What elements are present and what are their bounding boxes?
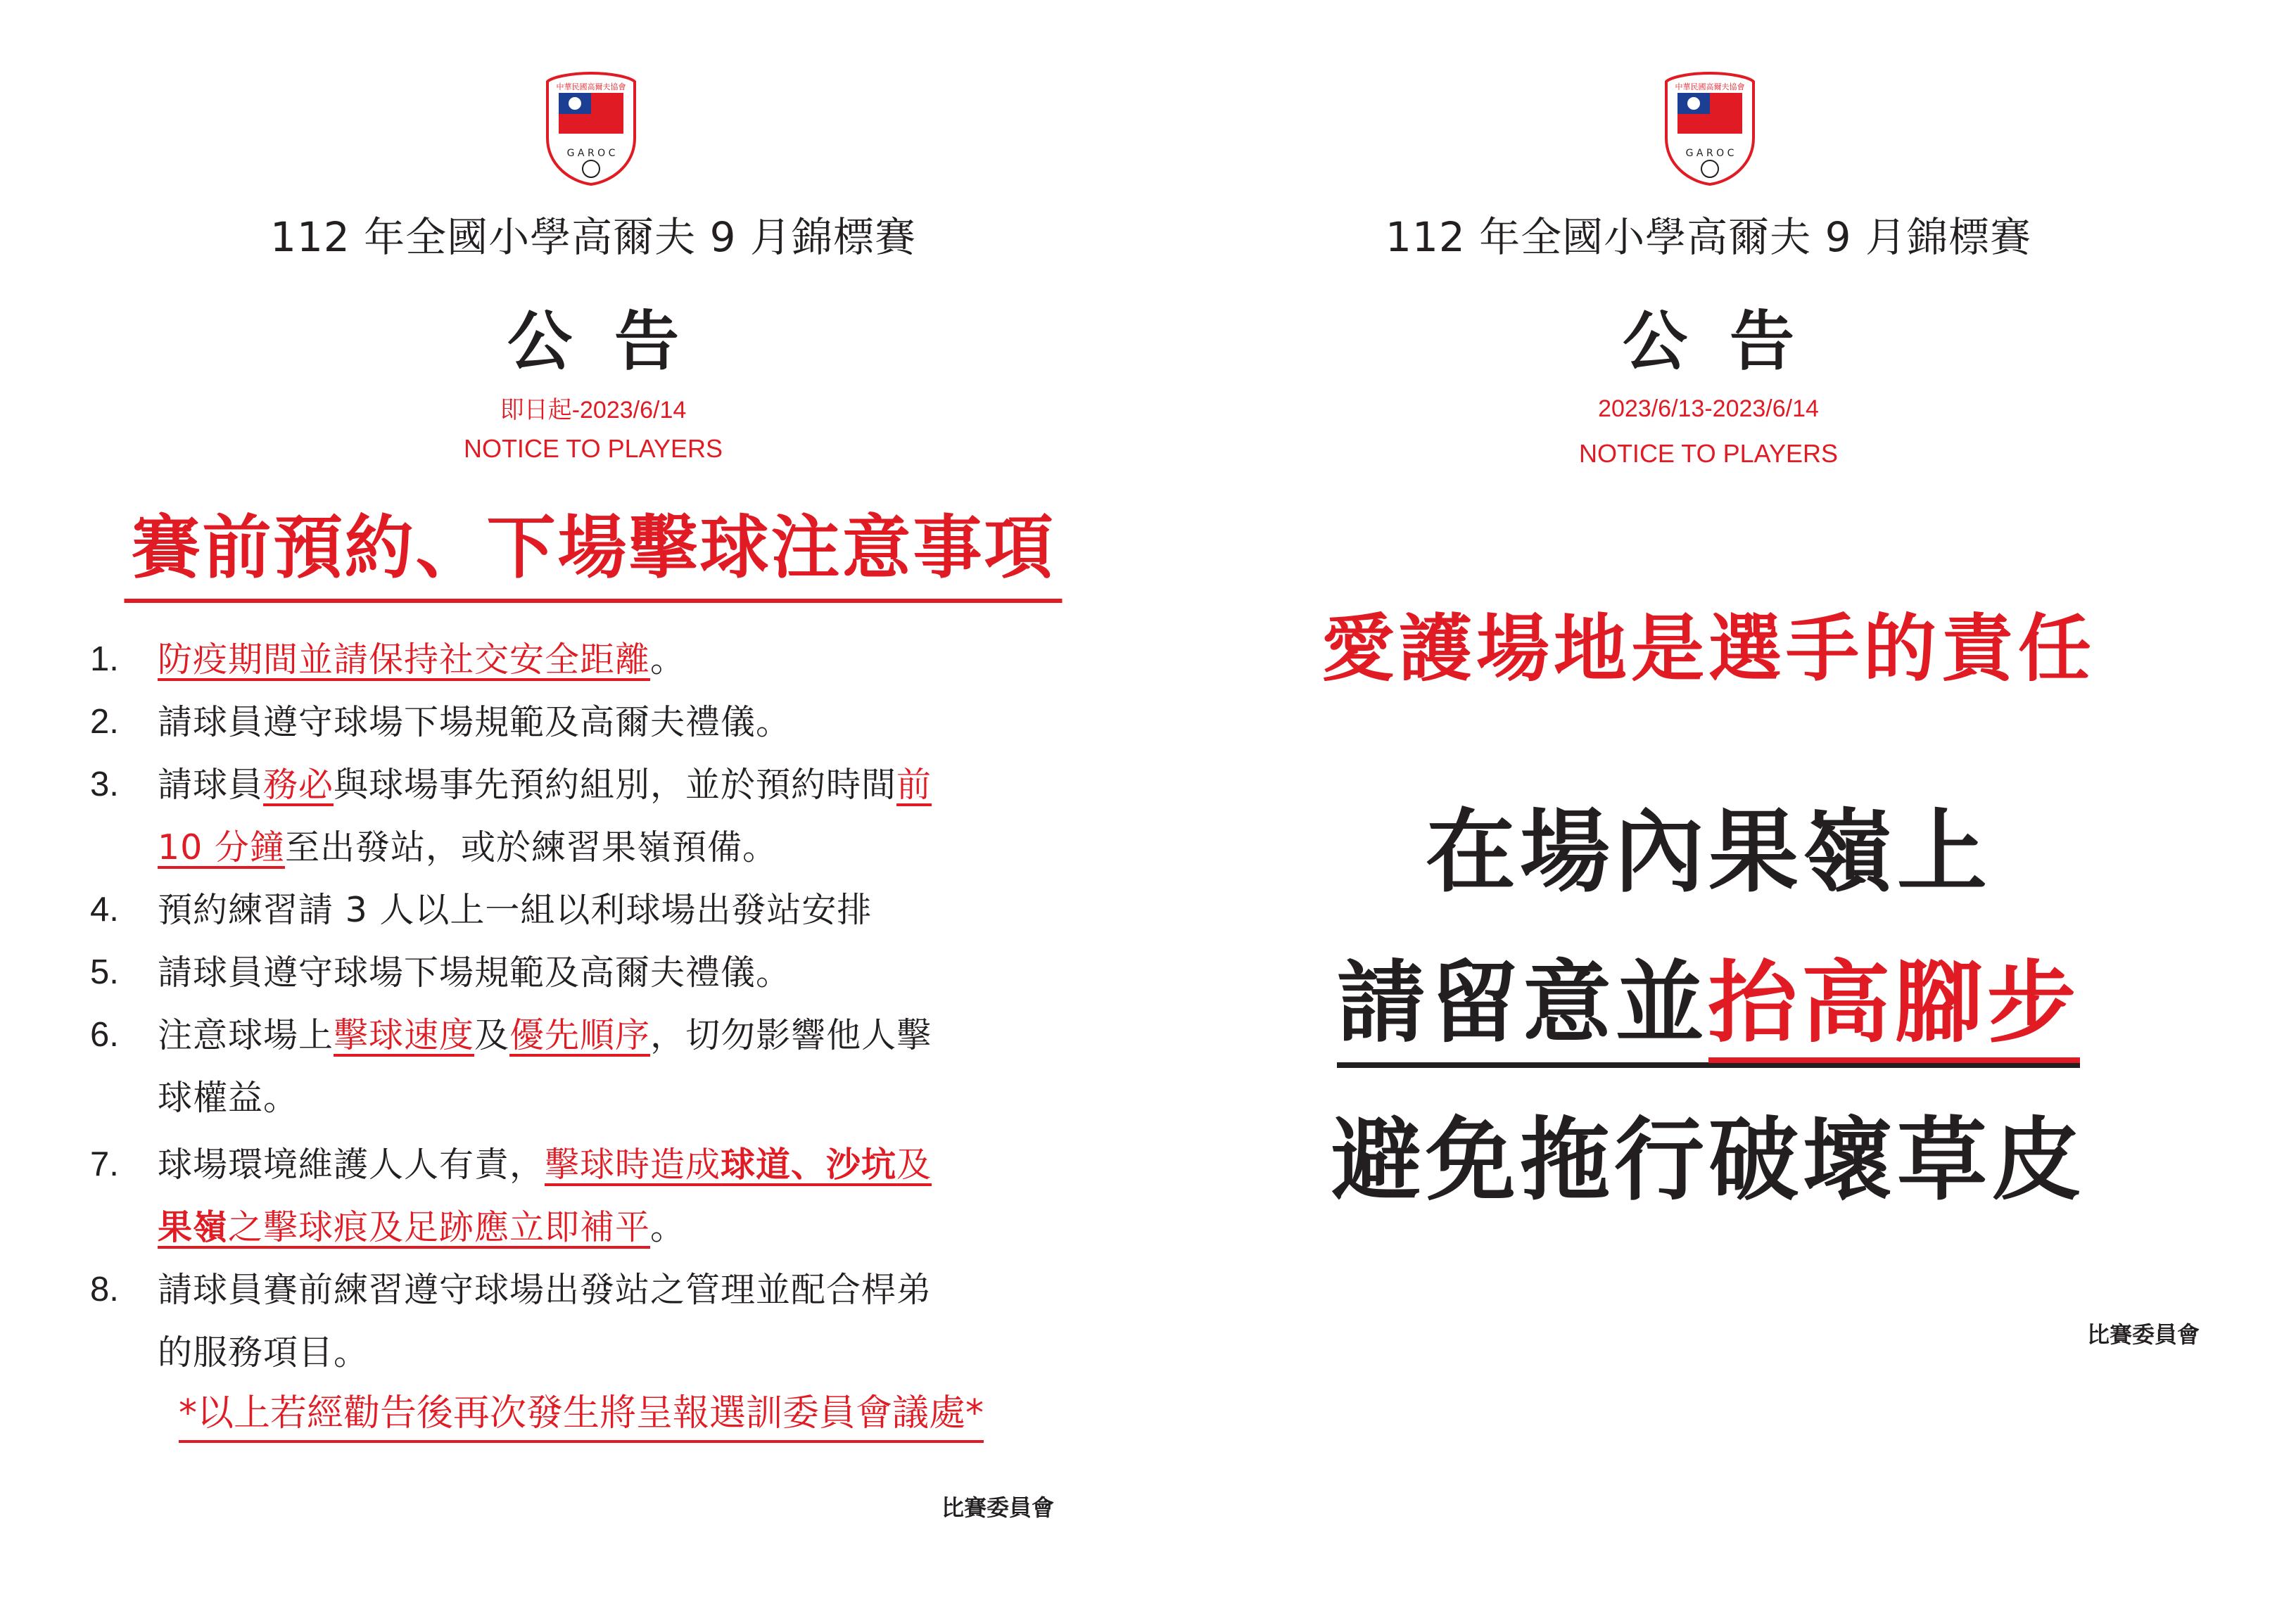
item-text-highlight: 務必 [263,765,334,805]
svg-text:G A R O C: G A R O C [566,148,616,159]
item-number: 2. [90,703,119,741]
item-text: 請球員遵守球場下場規範及高爾夫禮儀。 [158,953,792,993]
garoc-logo-right [1661,70,1759,187]
message-line-3: 避免拖行破壞草皮 [1331,1108,2086,1213]
date-range: 即日起-2023/6/14 [500,397,687,424]
message-line-2 [1337,932,2080,1068]
item-number: 7. [90,1145,119,1183]
item-text: 預約練習請 3 人以上一組以利球場出發站安排 [158,890,873,930]
headline: 賽前預約、下場擊球注意事項 [124,492,1062,603]
item-text: 球場環境維護人人有責， [158,1145,545,1185]
item-text: 至出發站，或於練習果嶺預備。 [284,827,778,867]
item-text-highlight: 防疫期間並請保持社交安全距離 [158,639,651,680]
item-text: 。 [650,639,686,680]
signature: 比賽委員會 [2087,1321,2200,1348]
garoc-logo-left [542,70,640,187]
item-text: 及 [474,1015,510,1055]
signature: 比賽委員會 [941,1494,1055,1521]
item-text-highlight-bold: 球道、沙坑 [721,1145,897,1185]
item-number: 4. [90,891,119,929]
item-text-highlight: 10 分鐘 [158,827,285,867]
svg-text:G A R O C: G A R O C [1685,148,1734,159]
item-text: 請球員賽前練習遵守球場出發站之管理並配合桿弟 [158,1270,932,1310]
item-text-highlight: 擊球時造成 [545,1145,721,1185]
item-text-highlight: 及 [896,1145,932,1185]
warning-note: *以上若經勸告後再次發生將呈報選訓委員會議處* [179,1383,984,1443]
item-text-highlight: 優先順序 [509,1015,651,1055]
message-line-2-red: 抬高腳步 [1708,951,2080,1063]
item-number: 8. [90,1271,119,1309]
headline: 愛護場地是選手的責任 [1321,606,2096,692]
item-text: 注意球場上 [158,1015,334,1055]
notice-heading: 公告 [507,304,722,379]
item-text: 請球員遵守球場下場規範及高爾夫禮儀。 [158,702,792,742]
event-title: 112 年全國小學高爾夫 9 月錦標賽 [270,213,916,261]
item-text: ，切勿影響他人擊 [650,1015,932,1055]
message-line-1: 在場內果嶺上 [1425,800,1992,905]
item-number: 3. [90,765,119,803]
item-text-highlight: 之擊球痕及足跡應立即補平 [228,1207,651,1247]
notice-subtitle: NOTICE TO PLAYERS [463,434,723,463]
item-number: 6. [90,1016,119,1054]
notice-heading: 公告 [1622,304,1837,379]
item-number: 1. [90,640,119,678]
date-range: 2023/6/13-2023/6/14 [1598,395,1819,422]
svg-text:中華民國高爾夫協會: 中華民國高爾夫協會 [556,82,626,91]
svg-text:中華民國高爾夫協會: 中華民國高爾夫協會 [1675,82,1745,91]
message-line-2-black: 請留意並 [1337,951,1708,1055]
item-text: 。 [650,1207,686,1247]
item-text: 請球員 [158,765,264,805]
item-number: 5. [90,953,119,991]
event-title: 112 年全國小學高爾夫 9 月錦標賽 [1385,213,2031,261]
item-text-highlight: 前 [896,765,932,805]
item-text: 球權益。 [158,1078,299,1118]
notice-subtitle: NOTICE TO PLAYERS [1578,439,1839,468]
item-text: 的服務項目。 [158,1332,369,1373]
rules-list [90,629,1075,1438]
item-text-highlight: 擊球速度 [334,1015,475,1055]
item-text: 與球場事先預約組別，並於預約時間 [334,765,897,805]
item-text-highlight-bold: 果嶺 [158,1207,229,1247]
